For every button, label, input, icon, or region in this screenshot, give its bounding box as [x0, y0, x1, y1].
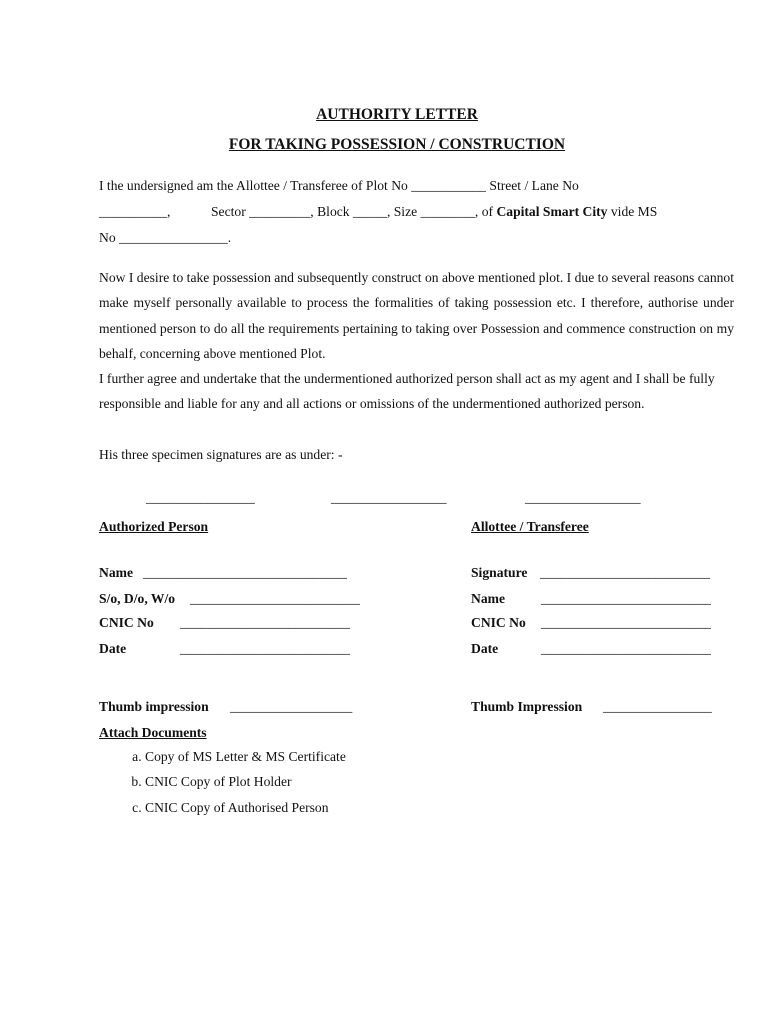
authorized-date-field: _________________________	[180, 641, 350, 656]
allottee-heading: Allottee / Transferee	[471, 519, 589, 534]
attach-documents-heading: Attach Documents	[99, 725, 207, 740]
specimen-signature-line-2: _________________	[331, 490, 447, 505]
attachment-list	[99, 744, 346, 820]
attachment-item: a. Copy of MS Letter & MS Certificate	[145, 744, 346, 769]
allottee-name-field: _________________________	[541, 591, 711, 606]
intro-line-2b	[211, 204, 657, 220]
allottee-date-label: Date	[471, 641, 499, 656]
allottee-cnic-field: _________________________	[541, 615, 711, 630]
authorized-name-field: ______________________________	[143, 565, 347, 580]
authorized-so-label: S/o, D/o, W/o	[99, 591, 176, 606]
allottee-cnic-label: CNIC No	[471, 615, 526, 630]
allottee-thumb-label: Thumb Impression	[471, 699, 583, 714]
authorized-thumb-label: Thumb impression	[99, 699, 209, 714]
specimen-signature-line-1: ________________	[146, 490, 255, 505]
body-paragraph-2: I further agree and undertake that the undermentioned authorized person shall act as my agent and I shall be fully responsible and liable for any and all actions or omissions of the undermentioned authorized person.	[99, 371, 715, 412]
authorized-name-label: Name	[99, 565, 133, 580]
authorized-cnic-label: CNIC No	[99, 615, 154, 630]
allottee-signature-label: Signature	[471, 565, 528, 580]
city-name: Capital Smart City	[496, 204, 608, 219]
allottee-name-label: Name	[471, 591, 505, 606]
authorized-so-field: _________________________	[190, 591, 360, 606]
authorized-person-heading: Authorized Person	[99, 519, 209, 534]
intro-line-2b-text: Sector _________, Block _____, Size ________, of	[211, 204, 497, 219]
specimen-signature-line-3: _________________	[525, 490, 641, 505]
intro-line-2c-text: vide MS	[607, 204, 658, 219]
document-subtitle: FOR TAKING POSSESSION / CONSTRUCTION	[228, 136, 566, 153]
intro-line-2a: __________,	[99, 204, 171, 219]
body-paragraph-1: Now I desire to take possession and subsequently construct on above mentioned plot. I due to several reasons cannot make myself personally available to process the formalities of taking possession etc. I therefore, authorise under mentioned person to do all the requirements pertaining to taking over Possession and commence construction on my behalf, concerning above mentioned Plot.	[99, 270, 734, 361]
authorized-thumb-field: __________________	[230, 699, 353, 714]
attachment-item: c. CNIC Copy of Authorised Person	[145, 795, 346, 820]
attachment-item: b. CNIC Copy of Plot Holder	[145, 769, 346, 794]
allottee-date-field: _________________________	[541, 641, 711, 656]
intro-line-1: I the undersigned am the Allottee / Transferee of Plot No ___________ Street / Lane No	[99, 178, 579, 193]
allottee-thumb-field: ________________	[603, 699, 712, 714]
authorized-date-label: Date	[99, 641, 127, 656]
document-title: AUTHORITY LETTER	[316, 106, 478, 123]
allottee-signature-field: _________________________	[540, 565, 710, 580]
intro-line-3: No ________________.	[99, 230, 232, 245]
authorized-cnic-field: _________________________	[180, 615, 350, 630]
body-paragraph-3: His three specimen signatures are as under: -	[99, 447, 343, 462]
